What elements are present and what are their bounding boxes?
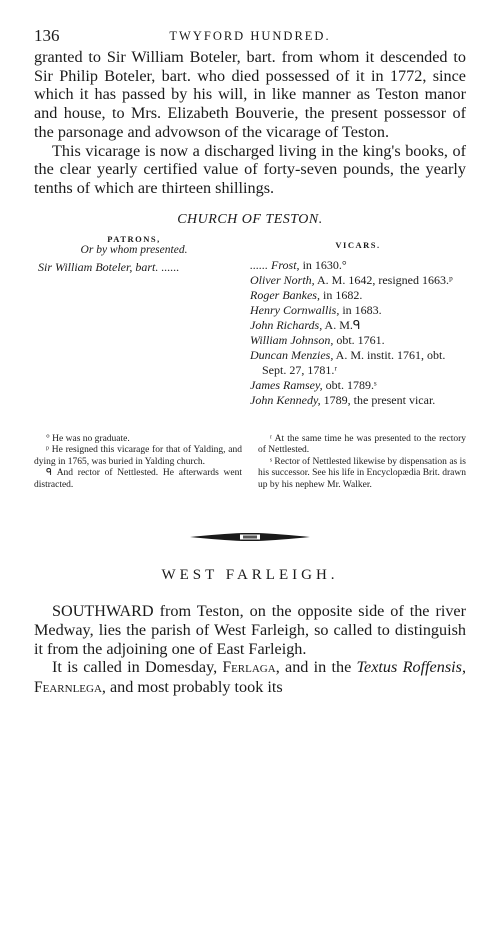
vicar-entry: Henry Cornwallis, in 1683.: [250, 302, 382, 317]
vicar-entry: James Ramsey, obt. 1789.ˢ: [250, 377, 377, 392]
footnotes-left: [34, 434, 242, 492]
vicars-column: [250, 234, 466, 408]
incumbents-table: [34, 234, 466, 408]
footnote: ᑫ And rector of Nettlested. He afterwards went distracted.: [34, 468, 242, 490]
footnote: ᵖ He resigned this vicarage for that of Yalding, and dying in 1765, was buried in Yalding church.: [34, 445, 242, 467]
vicar-entry: William Johnson, obt. 1761.: [250, 332, 385, 347]
paragraph-2: This vicarage is now a discharged living in the king's books, of the clear yearly certified value of forty-seven pounds, the yearly tenths of which are thirteen shillings.: [34, 141, 466, 197]
patron-name: Sir William Boteler, bart. ......: [38, 259, 180, 274]
section-paragraph-2: It is called in Domesday, Ferlaga, and in the Textus Roffensis, Fearnlega, and most probably took its: [34, 658, 466, 696]
vicar-entry: John Kennedy, 1789, the present vicar.: [250, 392, 436, 407]
patrons-subheading: Or by whom presented.: [80, 243, 188, 256]
vicar-entry: Duncan Menzies, A. M. instit. 1761, obt. Sept. 27, 1781.ʳ: [250, 347, 446, 377]
church-title: CHURCH OF TESTON.: [177, 211, 323, 227]
section-title: WEST FARLEIGH.: [161, 567, 339, 584]
footnotes: [34, 434, 466, 492]
footnotes-right: [258, 434, 466, 492]
patrons-column: [34, 234, 234, 408]
running-title: TWYFORD HUNDRED.: [169, 29, 331, 43]
ornament-divider-icon: [190, 529, 310, 545]
vicar-entry: Roger Bankes, in 1682.: [250, 287, 363, 302]
footnote: ° He was no graduate.: [46, 433, 130, 444]
vicars-heading: VICARS.: [335, 239, 381, 250]
page-number: 136: [34, 26, 60, 45]
patrons-heading: PATRONS,: [107, 233, 161, 244]
book-page: [34, 26, 466, 698]
page-header: [34, 26, 466, 48]
vicar-entry: ...... Frost, in 1630.°: [250, 257, 347, 272]
section-paragraph-1: SOUTHWARD from Teston, on the opposite side of the river Medway, lies the parish of West Farleigh, so called to distinguish it from the adjoining one of East Farleigh.: [34, 602, 466, 658]
footnote: ʳ At the same time he was presented to the rectory of Nettlested.: [258, 433, 466, 456]
paragraph-1: granted to Sir William Boteler, bart. from whom it descended to Sir Philip Boteler, bart. who died possessed of it in 1772, since which it has passed by his will, in like manner as Teston manor and house, to Mrs. Elizabeth Bouverie, the present possessor of the parsonage and advowson of the vicarage of Teston.: [34, 48, 466, 141]
vicar-entry: John Richards, A. M.ᑫ: [250, 317, 361, 332]
footnote: ˢ Rector of Nettlested likewise by dispensation as is his successor. See his life in Encyclopædia Brit. drawn up by his nephew Mr. Walker.: [258, 456, 466, 490]
vicar-entry: Oliver North, A. M. 1642, resigned 1663.ᵖ: [250, 272, 453, 287]
